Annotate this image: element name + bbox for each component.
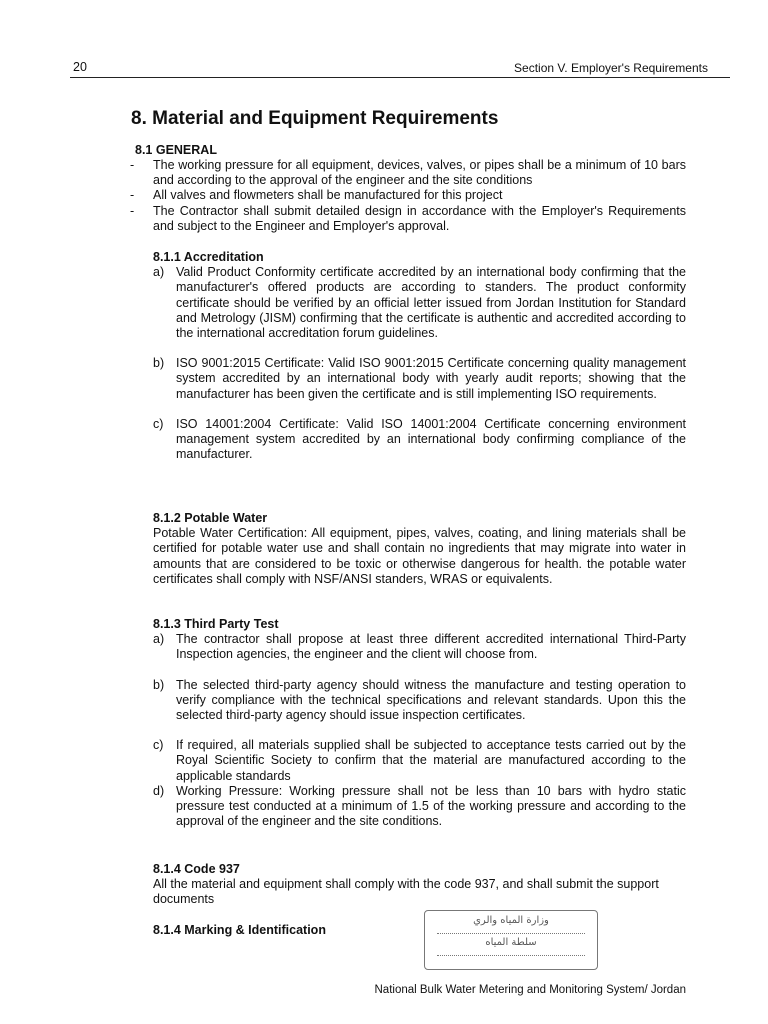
list-item: d) Working Pressure: Working pressure shall not be less than 10 bars with hydro static pressure test conducted at a minimum of 1.5 of the working pressure and according to the approval of the engineer and the site conditions. xyxy=(153,783,686,829)
third-party-section xyxy=(153,617,686,829)
list-item: c) If required, all materials supplied shall be subjected to acceptance tests carried out by the Royal Scientific Society to confirm that the material are manufactured according to the applicable standards xyxy=(153,738,686,783)
third-party-list xyxy=(153,632,686,829)
list-item: b) ISO 9001:2015 Certificate: Valid ISO 9001:2015 Certificate concerning quality management system accredited by an international body with yearly audit reports; showing that the manufacturer has been given the certificate and is still implementing ISO requirements. xyxy=(153,356,686,401)
accreditation-list xyxy=(153,265,686,462)
footer-text: National Bulk Water Metering and Monitoring System/ Jordan xyxy=(374,984,686,996)
marking-heading: 8.1.4 Marking & Identification xyxy=(153,923,326,937)
list-item: - The Contractor shall submit detailed design in accordance with the Employer's Requirements and subject to the Engineer and Employer's approval. xyxy=(130,203,686,233)
page-number: 20 xyxy=(73,60,87,74)
stamp-line-1: وزارة المياه والري xyxy=(473,915,549,926)
accreditation-heading: 8.1.1 Accreditation xyxy=(153,250,264,264)
header-divider xyxy=(70,77,730,78)
marking-section xyxy=(153,923,686,938)
list-item: b) The selected third-party agency should witness the manufacture and testing operation to verify compliance with the technical specifications and relevant standards. Upon this the selected third-party agency should issue inspection certificates. xyxy=(153,677,686,723)
potable-water-heading: 8.1.2 Potable Water xyxy=(153,511,268,525)
list-item: a) The contractor shall propose at least three different accredited international Third-Party Inspection agencies, the engineer and the client will choose from. xyxy=(153,632,686,662)
list-item: a) Valid Product Conformity certificate accredited by an international body confirming that the manufacturer's offered products are according to standers. The product conformity certificate should be verified by an official letter issued from Jordan Institution for Standard and Metrology (JISM) confirming that the certificate is authentic and accredited according to the international accreditation forum guidelines. xyxy=(153,265,686,341)
potable-water-section xyxy=(153,511,686,587)
stamp-line-2: سلطة المياه xyxy=(485,937,537,948)
section-header-title: Section V. Employer's Requirements xyxy=(514,61,708,75)
general-list xyxy=(130,158,686,234)
accreditation-section xyxy=(153,250,686,462)
code937-heading: 8.1.4 Code 937 xyxy=(153,862,240,876)
list-item: - All valves and flowmeters shall be manufactured for this project xyxy=(130,188,503,203)
code937-text: All the material and equipment shall comply with the code 937, and shall submit the support documents xyxy=(153,877,659,907)
general-heading: 8.1 GENERAL xyxy=(135,143,217,157)
page-title: 8. Material and Equipment Requirements xyxy=(131,108,499,129)
list-item: - The working pressure for all equipment, devices, valves, or pipes shall be a minimum of 10 bars and according to the approval of the engineer and the site conditions xyxy=(130,158,686,188)
code937-section xyxy=(153,862,686,908)
third-party-heading: 8.1.3 Third Party Test xyxy=(153,617,279,631)
potable-water-text: Potable Water Certification: All equipment, pipes, valves, coating, and lining materials shall be certified for potable water use and shall contain no ingredients that may migrate into water in amounts that are considered to be toxic or otherwise dangerous for health. the potable water certificates shall comply with NSF/ANSI standers, WRAS or equivalents. xyxy=(153,526,686,586)
list-item: c) ISO 14001:2004 Certificate: Valid ISO 14001:2004 Certificate concerning environment management system accredited by an international body confirming compliance of the manufacturer. xyxy=(153,416,686,462)
official-stamp xyxy=(424,910,598,970)
